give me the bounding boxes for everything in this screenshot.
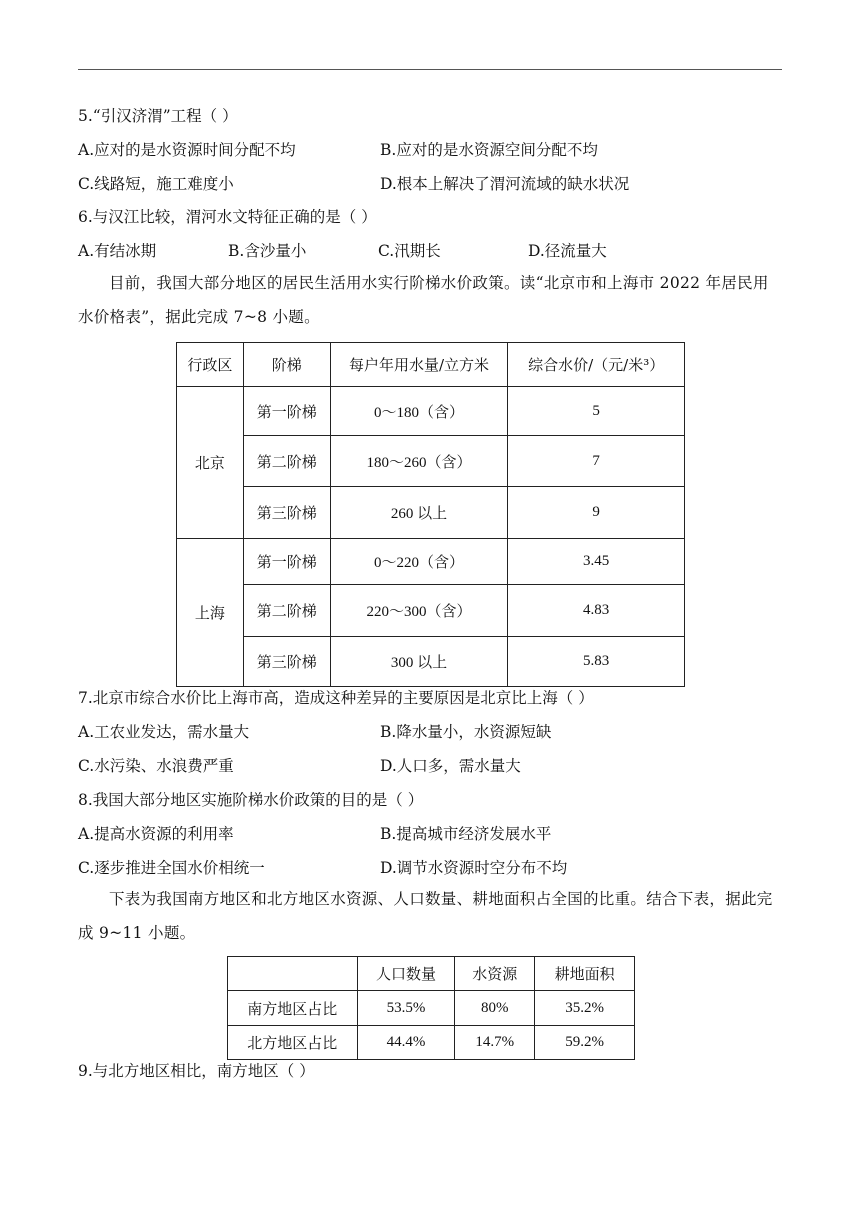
question-5-stem: 5.“引汉济渭”工程（ ） — [78, 107, 238, 125]
row-label-cell: 北方地区占比 — [228, 1026, 358, 1060]
table-row — [177, 637, 685, 687]
price-cell: 5 — [508, 387, 685, 436]
price-cell: 5.83 — [508, 637, 685, 687]
question-7-stem: 7.北京市综合水价比上海市高，造成这种差异的主要原因是北京比上海（ ） — [78, 689, 594, 707]
value-cell: 80% — [455, 991, 535, 1026]
tier-cell: 第二阶梯 — [243, 585, 330, 637]
table-row — [177, 487, 685, 539]
question-7-option-b: B.降水量小，水资源短缺 — [380, 723, 552, 741]
question-6-option-d: D.径流量大 — [528, 242, 607, 260]
table-row — [228, 991, 635, 1026]
value-cell: 44.4% — [357, 1026, 455, 1060]
question-6-option-a: A.有结冰期 — [78, 242, 157, 260]
question-8-stem: 8.我国大部分地区实施阶梯水价政策的目的是（ ） — [78, 791, 424, 809]
question-8-option-a: A.提高水资源的利用率 — [78, 825, 234, 843]
table-row — [177, 436, 685, 487]
question-7-option-c: C.水污染、水浪费严重 — [78, 757, 234, 775]
intro-paragraph-9-11: 下表为我国南方地区和北方地区水资源、人口数量、耕地面积占全国的比重。结合下表，据此完成 9~11 小题。 — [78, 890, 773, 942]
usage-cell: 300 以上 — [330, 637, 508, 687]
question-6-option-b: B.含沙量小 — [228, 242, 307, 260]
table-header-row — [228, 957, 635, 991]
question-8-option-c: C.逐步推进全国水价相统一 — [78, 859, 265, 877]
question-7-option-a: A.工农业发达，需水量大 — [78, 723, 250, 741]
usage-cell: 180～260（含） — [330, 436, 508, 487]
tier-cell: 第二阶梯 — [243, 436, 330, 487]
table-header-cell: 水资源 — [455, 957, 535, 991]
region-cell: 上海 — [177, 539, 244, 687]
question-9-stem: 9.与北方地区相比，南方地区（ ） — [78, 1062, 315, 1080]
tier-cell: 第三阶梯 — [243, 487, 330, 539]
question-7-option-d: D.人口多，需水量大 — [380, 757, 521, 775]
price-cell: 9 — [508, 487, 685, 539]
value-cell: 53.5% — [357, 991, 455, 1026]
price-cell: 3.45 — [508, 539, 685, 585]
question-5-option-d: D.根本上解决了渭河流域的缺水状况 — [380, 175, 630, 193]
table-header-cell: 人口数量 — [357, 957, 455, 991]
question-5-option-a: A.应对的是水资源时间分配不均 — [78, 141, 296, 159]
table-row — [177, 387, 685, 436]
water-price-table — [176, 342, 685, 687]
tier-cell: 第一阶梯 — [243, 539, 330, 585]
value-cell: 14.7% — [455, 1026, 535, 1060]
usage-cell: 0～180（含） — [330, 387, 508, 436]
usage-cell: 0～220（含） — [330, 539, 508, 585]
table-row — [177, 585, 685, 637]
table-header-cell: 每户年用水量/立方米 — [330, 343, 508, 387]
question-5-option-b: B.应对的是水资源空间分配不均 — [380, 141, 598, 159]
question-6-option-c: C.汛期长 — [378, 242, 441, 260]
tier-cell: 第一阶梯 — [243, 387, 330, 436]
question-5-option-c: C.线路短，施工难度小 — [78, 175, 234, 193]
price-cell: 7 — [508, 436, 685, 487]
table-header-cell: 行政区 — [177, 343, 244, 387]
table-header-cell: 耕地面积 — [535, 957, 635, 991]
intro-paragraph-7-8: 目前，我国大部分地区的居民生活用水实行阶梯水价政策。读“北京市和上海市 2022 年居民用水价格表”，据此完成 7~8 小题。 — [78, 274, 769, 326]
tier-cell: 第三阶梯 — [243, 637, 330, 687]
region-cell: 北京 — [177, 387, 244, 539]
usage-cell: 220～300（含） — [330, 585, 508, 637]
usage-cell: 260 以上 — [330, 487, 508, 539]
question-8-option-b: B.提高城市经济发展水平 — [380, 825, 552, 843]
header-rule — [78, 69, 782, 70]
region-share-table — [227, 956, 635, 1060]
question-6-stem: 6.与汉江比较，渭河水文特征正确的是（ ） — [78, 208, 377, 226]
question-8-option-d: D.调节水资源时空分布不均 — [380, 859, 568, 877]
value-cell: 59.2% — [535, 1026, 635, 1060]
row-label-cell: 南方地区占比 — [228, 991, 358, 1026]
table-header-cell: 综合水价/（元/米³） — [508, 343, 685, 387]
price-cell: 4.83 — [508, 585, 685, 637]
value-cell: 35.2% — [535, 991, 635, 1026]
table-header-cell: 阶梯 — [243, 343, 330, 387]
table-header-cell — [228, 957, 358, 991]
table-header-row — [177, 343, 685, 387]
table-row — [177, 539, 685, 585]
table-row — [228, 1026, 635, 1060]
